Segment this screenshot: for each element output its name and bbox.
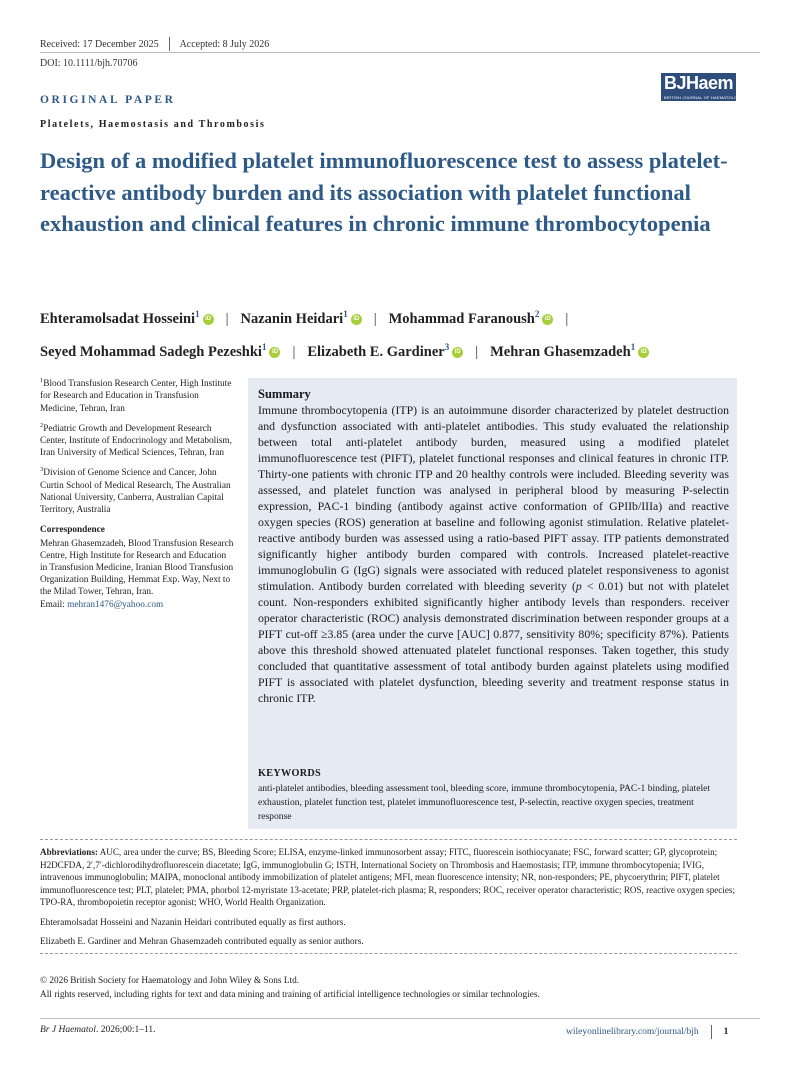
- summary-heading: Summary: [258, 387, 311, 401]
- author-list: Ehteramolsadat Hosseini$^1$ iD | Nazanin Heidari$^1$ iD | Mohammad Faranoush$^2$ iD | Seyed Mohammad Sadegh Pezeshki$^1$ iD | Elizabeth E. Gardiner$^3$ iD | Mehran Ghasemzadeh$^1$ iD: [40, 300, 760, 366]
- doi: DOI: 10.1111/bjh.70706: [40, 58, 138, 69]
- citation: Br J Haematol. 2026;00:1–11.: [40, 1025, 156, 1035]
- article-dates: [40, 37, 269, 51]
- journal-logo-text: BJHaem: [664, 73, 734, 93]
- equal-contribution-note: Ehteramolsadat Hosseini and Nazanin Heidari contributed equally as first authors.: [40, 918, 346, 928]
- accepted-date: Accepted: 8 July 2026: [179, 38, 270, 50]
- orcid-icon[interactable]: iD: [269, 347, 280, 358]
- divider: [169, 37, 170, 51]
- orcid-icon[interactable]: iD: [542, 314, 553, 325]
- summary-box: [248, 378, 737, 829]
- author[interactable]: Ehteramolsadat Hosseini$^1$ iD: [40, 311, 214, 327]
- page-number: 1: [723, 1027, 729, 1037]
- footer-rule: [40, 1018, 760, 1019]
- correspondence-heading: Correspondence: [40, 525, 105, 536]
- correspondence-text: Mehran Ghasemzadeh, Blood Transfusion Research Centre, High Institute for Research and Education in Transfusion Medicine, Iranian Blood Transfusion Organization Building, Hemmat Exp. Way, Next to the Milad Tower, Tehran, Iran. Email: mehran1476@yahoo.com: [40, 538, 234, 610]
- footer-right: [566, 1025, 728, 1039]
- abbreviations: Abbreviations: AUC, area under the curve; BS, Bleeding Score; ELISA, enzyme-linked immunosorbent assay; FITC, fluorescein isothiocyanate; FSC, forward scatter; GP, glycoprotein; H2DCFDA, 2′,7′-dichlorodihydrofluorescein diacetate; IgG, immunoglobulin G; ISTH, International Society on Thrombosis and Haemostasis; ITP, immune thrombocytopenia; IVIG, intravenous immunoglobulin; MAIPA, monoclonal antibody immobilization of platelet antigens; MFI, mean fluorescence intensity; NR, non-responders; PE, phycoerythrin; PIFT, platelet immunofluorescence test; PLT, platelet; PMA, phorbol 12-myristate 13-acetate; PRP, platelet-rich plasma; R, responders; ROC, receiver operator characteristic; ROS, reactive oxygen species; TPO-RA, thrombopoietin receptor agonist; WHO, World Health Organization.: [40, 847, 735, 907]
- orcid-icon[interactable]: iD: [203, 314, 214, 325]
- journal-url-link[interactable]: wileyonlinelibrary.com/journal/bjh: [566, 1027, 699, 1037]
- author[interactable]: Seyed Mohammad Sadegh Pezeshki$^1$ iD: [40, 344, 280, 360]
- email-link[interactable]: mehran1476@yahoo.com: [67, 599, 164, 610]
- affiliation: $^2$Pediatric Growth and Development Research Center, Institute of Endocrinology and Metabolism, Iran University of Medical Sciences, Tehran, Iran: [40, 421, 232, 459]
- article-type: ORIGINAL PAPER: [40, 94, 176, 106]
- affiliations: [40, 375, 235, 611]
- header-rule: [40, 52, 760, 53]
- summary: [258, 386, 729, 706]
- orcid-icon[interactable]: iD: [638, 347, 649, 358]
- summary-text: Immune thrombocytopenia (ITP) is an autoimmune disorder characterized by platelet destruction and dysfunction associated with anti-platelet antibodies. This study evaluated the relationship between total anti-platelet antibody burden, measured using a modified platelet immunofluorescence test (PIFT), platelet functional responses and clinical features in chronic ITP. Thirty-one patients with chronic ITP and 20 healthy controls were included. Bleeding severity was assessed, and platelet function was analysed in peripheral blood by measuring P-selectin expression, PAC-1 binding (antibody against active conformation of GPIIb/IIIa) and reactive oxygen species (ROS) generation at baseline and following agonist stimulation. Relative platelet-reactive antibody burden was assessed using a ratio-based PIFT assay. ITP patients demonstrated significantly higher antibody burden compared with controls. Increased platelet-reactive immunoglobulin G (IgG) signals were associated with reduced platelet responsiveness to agonist stimulation. Antibody burden correlated with bleeding severity (p < 0.01) but not with platelet count. Non-responders exhibited significantly higher antibody levels than responders. receiver operator characteristic (ROC) analysis demonstrated discrimination between responder groups at a PIFT cut-off ≥3.85 (area under the curve [AUC] 0.877, sensitivity 80%; specificity 87%). Patients above this threshold showed attenuated platelet functional responses. Taken together, this study concluded that quantitative assessment of total antibody burden against platelets using modified PIFT is associated with platelet dysfunction, bleeding severity and treatment response status in chronic ITP.: [258, 403, 729, 705]
- divider: [711, 1025, 712, 1039]
- affiliation: $^3$Division of Genome Science and Cancer, John Curtin School of Medical Research, The Australian National University, Canberra, Australian Capital Territory, Australia: [40, 466, 231, 516]
- author[interactable]: Elizabeth E. Gardiner$^3$ iD: [307, 344, 463, 360]
- journal-section: Platelets, Haemostasis and Thrombosis: [40, 119, 266, 130]
- author[interactable]: Nazanin Heidari$^1$ iD: [240, 311, 361, 327]
- received-date: Received: 17 December 2025: [40, 38, 159, 50]
- orcid-icon[interactable]: iD: [351, 314, 362, 325]
- keywords-text: anti-platelet antibodies, bleeding assessment tool, bleeding score, immune thrombocytopenia, PAC-1 binding, platelet exhaustion, platelet function test, platelet immunofluorescence test, P-selectin, reactive oxygen species, treatment response: [258, 783, 711, 822]
- author[interactable]: Mehran Ghasemzadeh$^1$ iD: [490, 344, 649, 360]
- keywords-heading: KEYWORDS: [258, 768, 321, 779]
- author[interactable]: Mohammad Faranoush$^2$ iD: [389, 311, 554, 327]
- journal-logo-subtitle: BRITISH JOURNAL OF HAEMATOLOGY: [664, 95, 744, 100]
- affiliation: $^1$Blood Transfusion Research Center, High Institute for Research and Education in Transfusion Medicine, Tehran, Iran: [40, 377, 232, 414]
- equal-contribution-note: Elizabeth E. Gardiner and Mehran Ghasemzadeh contributed equally as senior authors.: [40, 937, 364, 947]
- orcid-icon[interactable]: iD: [452, 347, 463, 358]
- article-title: Design of a modified platelet immunofluorescence test to assess platelet-reactive antibody burden and its association with platelet functional exhaustion and clinical features in chronic immune thrombocytopenia: [40, 148, 728, 236]
- copyright: © 2026 British Society for Haematology and John Wiley & Sons Ltd. All rights reserved, including rights for text and data mining and training of artificial intelligence technologies or similar technologies.: [40, 976, 540, 1000]
- divider: [40, 953, 737, 954]
- journal-logo: [661, 73, 744, 101]
- divider: [40, 839, 737, 840]
